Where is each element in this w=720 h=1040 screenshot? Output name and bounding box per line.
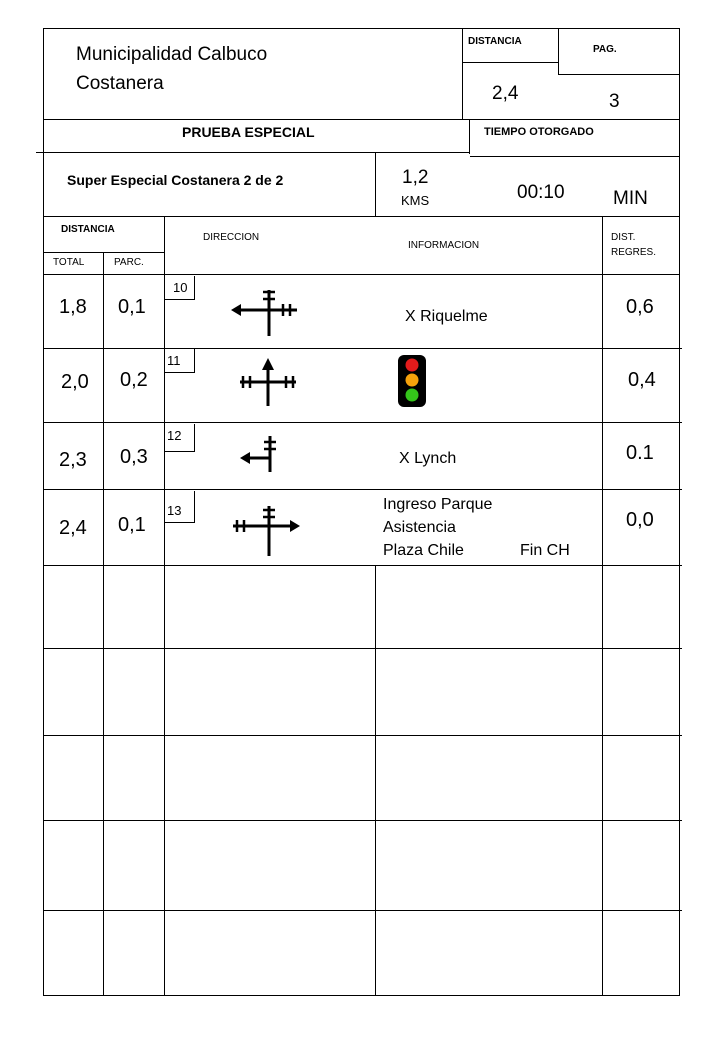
frame-left (43, 28, 44, 996)
row-divider (43, 735, 682, 736)
turn-left-arrow-icon (228, 284, 300, 340)
header-divider (558, 74, 679, 75)
row-remaining-distance: 0.1 (626, 442, 654, 464)
row-total-distance: 2,3 (59, 449, 87, 471)
header-divider (375, 152, 376, 216)
row-divider (43, 348, 682, 349)
section-title: PRUEBA ESPECIAL (182, 124, 315, 140)
straight-arrow-icon (236, 356, 300, 408)
row-divider (43, 648, 682, 649)
row-number: 13 (167, 503, 182, 518)
col-header-partial: PARC. (114, 257, 144, 268)
row-remaining-distance: 0,0 (626, 509, 654, 531)
row-divider (43, 489, 682, 490)
row-divider (43, 422, 682, 423)
turn-right-arrow-icon (231, 502, 303, 558)
time-allowed-unit: MIN (613, 188, 648, 209)
row-number: 10 (173, 280, 188, 295)
header-divider (469, 119, 470, 154)
row-partial-distance: 0,1 (118, 296, 146, 318)
row-total-distance: 2,0 (61, 371, 89, 393)
row-total-distance: 2,4 (59, 517, 87, 539)
row-info-line: X Riquelme (405, 308, 488, 325)
time-allowed-value: 00:10 (517, 182, 565, 203)
frame-top (43, 28, 680, 29)
header-divider (36, 152, 470, 153)
col-divider (602, 216, 603, 996)
row-divider (43, 820, 682, 821)
header-divider (470, 156, 680, 157)
col-header-distance: DISTANCIA (61, 224, 115, 235)
row-divider (43, 910, 682, 911)
traffic-light-icon (396, 353, 428, 409)
row-partial-distance: 0,2 (120, 369, 148, 391)
col-header-remaining: DIST. (611, 232, 636, 243)
row-info-line: X Lynch (399, 450, 457, 467)
row-total-distance: 1,8 (59, 296, 87, 318)
total-distance-value: 2,4 (492, 83, 519, 104)
row-info-line: Ingreso Parque (383, 496, 493, 513)
col-divider (43, 274, 680, 275)
total-distance-label: DISTANCIA (468, 36, 522, 47)
header-divider (43, 216, 680, 217)
row-info-line: Asistencia (383, 519, 456, 536)
col-divider (375, 565, 376, 996)
col-header-direction: DIRECCION (203, 232, 260, 243)
col-divider (164, 216, 165, 996)
header-divider (462, 28, 463, 119)
header-divider (558, 28, 559, 74)
row-remaining-distance: 0,4 (628, 369, 656, 391)
row-partial-distance: 0,3 (120, 446, 148, 468)
col-header-remaining: REGRES. (611, 247, 657, 258)
col-divider (43, 252, 164, 253)
row-info-line: Fin CH (520, 542, 570, 559)
row-number: 11 (167, 353, 181, 368)
row-info-line: Plaza Chile (383, 542, 464, 559)
row-divider (43, 565, 682, 566)
stage-name: Super Especial Costanera 2 de 2 (67, 172, 284, 188)
stage-distance: 1,2 (402, 167, 429, 188)
header-divider (462, 62, 558, 63)
page-number: 3 (609, 91, 620, 112)
frame-bottom (43, 995, 680, 996)
header-divider (43, 119, 680, 120)
row-number: 12 (167, 428, 182, 443)
stage-distance-unit: KMS (401, 193, 430, 208)
row-partial-distance: 0,1 (118, 514, 146, 536)
col-divider (103, 252, 104, 996)
col-header-info: INFORMACION (408, 240, 480, 251)
row-remaining-distance: 0,6 (626, 296, 654, 318)
frame-right (679, 28, 680, 996)
col-header-total: TOTAL (53, 257, 85, 268)
organizer-name: Municipalidad Calbuco (76, 44, 268, 65)
time-allowed-label: TIEMPO OTORGADO (484, 126, 594, 138)
page-label: PAG. (593, 44, 617, 55)
turn-left-arrow-icon (238, 434, 282, 474)
event-location: Costanera (76, 73, 164, 94)
